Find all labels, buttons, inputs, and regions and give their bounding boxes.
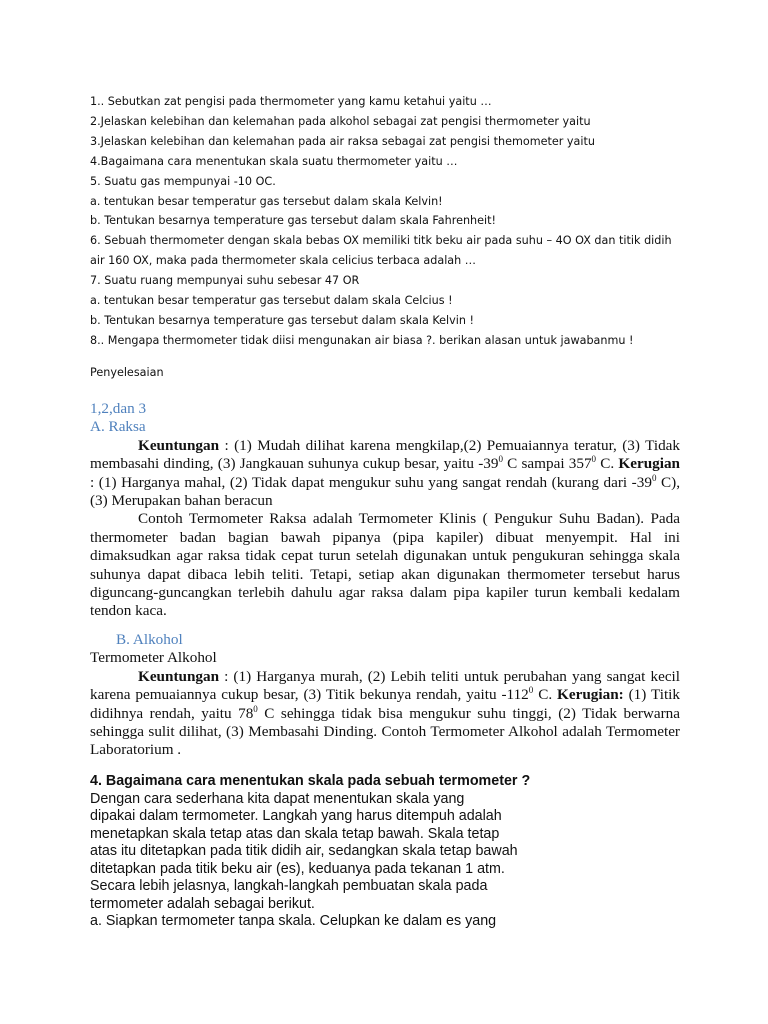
question-line: 5. Suatu gas mempunyai -10 OC. bbox=[90, 174, 276, 188]
text-run: C. bbox=[596, 455, 619, 473]
text-run: C sehingga tidak bisa mengukur suhu tinggi, (2) Tidak berwarna sehingga sulit dilihat, (3) Membasahi Dinding. Contoh Termometer Alkohol adalah Termometer Laboratorium . bbox=[90, 704, 680, 759]
section-heading: B. Alkohol bbox=[116, 631, 183, 648]
section-alkohol bbox=[90, 631, 680, 760]
question-line: b. Tentukan besarnya temperature gas tersebut dalam skala Fahrenheit! bbox=[90, 214, 497, 228]
text-run: C), (3) Merupakan bahan beracun bbox=[90, 473, 681, 510]
question-line: 6. Sebuah thermometer dengan skala bebas OX memiliki titk beku air pada suhu – 4O OX dan titik didih bbox=[90, 234, 672, 248]
body-line: dipakai dalam termometer. Langkah yang harus ditempuh adalah bbox=[90, 808, 502, 824]
kerugian-label: Kerugian: bbox=[557, 686, 624, 704]
section-raksa bbox=[90, 400, 680, 621]
text-run: : (1) Mudah dilihat karena mengkilap,(2) Pemuaiannya teratur, (3) Tidak membasahi dinding, (3) Jangkauan suhunya cukup besar, yaitu -39 bbox=[90, 436, 680, 473]
degree-sup: 0 bbox=[591, 454, 597, 465]
body-line: termometer adalah sebagai berikut. bbox=[90, 895, 315, 912]
keuntungan-label: Keuntungan bbox=[138, 667, 220, 685]
question-line: air 160 OX, maka pada thermometer skala celicius terbaca adalah … bbox=[90, 254, 476, 268]
body-line: Dengan cara sederhana kita dapat menentukan skala yang bbox=[90, 790, 465, 807]
degree-sup: 0 bbox=[651, 472, 657, 483]
raksa-keuntungan-paragraph bbox=[90, 437, 680, 511]
body-line: menetapkan skala tetap atas dan skala tetap bawah. Skala tetap bbox=[90, 825, 500, 842]
question-line: b. Tentukan besarnya temperature gas tersebut dalam skala Kelvin ! bbox=[90, 313, 474, 327]
text-run: C. bbox=[533, 686, 558, 704]
body-line: ditetapkan pada titik beku air (es), keduanya pada tekanan 1 atm. bbox=[90, 860, 505, 877]
section-subtitle: Termometer Alkohol bbox=[90, 649, 217, 667]
question-list bbox=[90, 92, 680, 351]
degree-sup: 0 bbox=[498, 454, 503, 465]
raksa-contoh-paragraph: Contoh Termometer Raksa adalah Termometer Klinis ( Pengukur Suhu Badan). Pada thermometer badan bagian bawah pipanya (pipa kapiler) dibuat menyempit. Hal ini dimaksudkan agar raksa tidak cepat turun setelah digunakan untuk pengukuran sehingga skala suhunya dapat dibaca lebih teliti. Tetapi, setiap akan digunakan thermometer tersebut harus diguncang-guncangkan terlebih dahulu agar raksa dalam pipa kapiler turun kembali kedalam tendon kaca. bbox=[90, 510, 680, 620]
text-run: (1) Titik didihnya rendah, yaitu 78 bbox=[90, 686, 680, 722]
body-line: a. Siapkan termometer tanpa skala. Celupkan ke dalam es yang bbox=[90, 913, 497, 929]
section-4-heading: 4. Bagaimana cara menentukan skala pada sebuah termometer ? bbox=[90, 773, 531, 789]
question-line: 8.. Mengapa thermometer tidak diisi mengunakan air biasa ?. berikan alasan untuk jawabanmu ! bbox=[90, 333, 634, 347]
question-line: 7. Suatu ruang mempunyai suhu sebesar 47 OR bbox=[90, 274, 360, 288]
body-line: atas itu ditetapkan pada titik didih air, sedangkan skala tetap bawah bbox=[90, 843, 518, 859]
alkohol-paragraph bbox=[90, 668, 680, 760]
text-run: : (1) Harganya mahal, (2) Tidak dapat mengukur suhu yang sangat rendah (kurang dari -39 bbox=[90, 473, 652, 491]
degree-sup: 0 bbox=[528, 685, 534, 696]
body-line: Secara lebih jelasnya, langkah-langkah pembuatan skala pada bbox=[90, 878, 488, 894]
section-4 bbox=[90, 773, 680, 931]
question-line: a. tentukan besar temperatur gas tersebut dalam skala Celcius ! bbox=[90, 294, 453, 308]
solution-title: Penyelesaian bbox=[90, 366, 164, 379]
text-run: : (1) Harganya murah, (2) Lebih teliti untuk perubahan yang sangat kecil karena pemuaiannya cukup besar, (3) Titik bekunya rendah, yaitu -112 bbox=[90, 667, 680, 704]
question-line: 2.Jelaskan kelebihan dan kelemahan pada alkohol sebagai zat pengisi thermometer yaitu bbox=[90, 114, 591, 128]
question-line: a. tentukan besar temperatur gas tersebut dalam skala Kelvin! bbox=[90, 194, 443, 208]
keuntungan-label: Keuntungan bbox=[138, 436, 220, 454]
section-heading: 1,2,dan 3 bbox=[90, 400, 147, 417]
text-run: C sampai 357 bbox=[502, 455, 592, 473]
degree-sup: 0 bbox=[253, 703, 258, 714]
question-line: 4.Bagaimana cara menentukan skala suatu thermometer yaitu … bbox=[90, 154, 458, 168]
question-line: 1.. Sebutkan zat pengisi pada thermometer yang kamu ketahui yaitu … bbox=[90, 95, 492, 108]
section-subheading: A. Raksa bbox=[90, 418, 146, 436]
kerugian-label: Kerugian bbox=[618, 455, 681, 473]
question-line: 3.Jelaskan kelebihan dan kelemahan pada air raksa sebagai zat pengisi themometer yaitu bbox=[90, 134, 595, 148]
